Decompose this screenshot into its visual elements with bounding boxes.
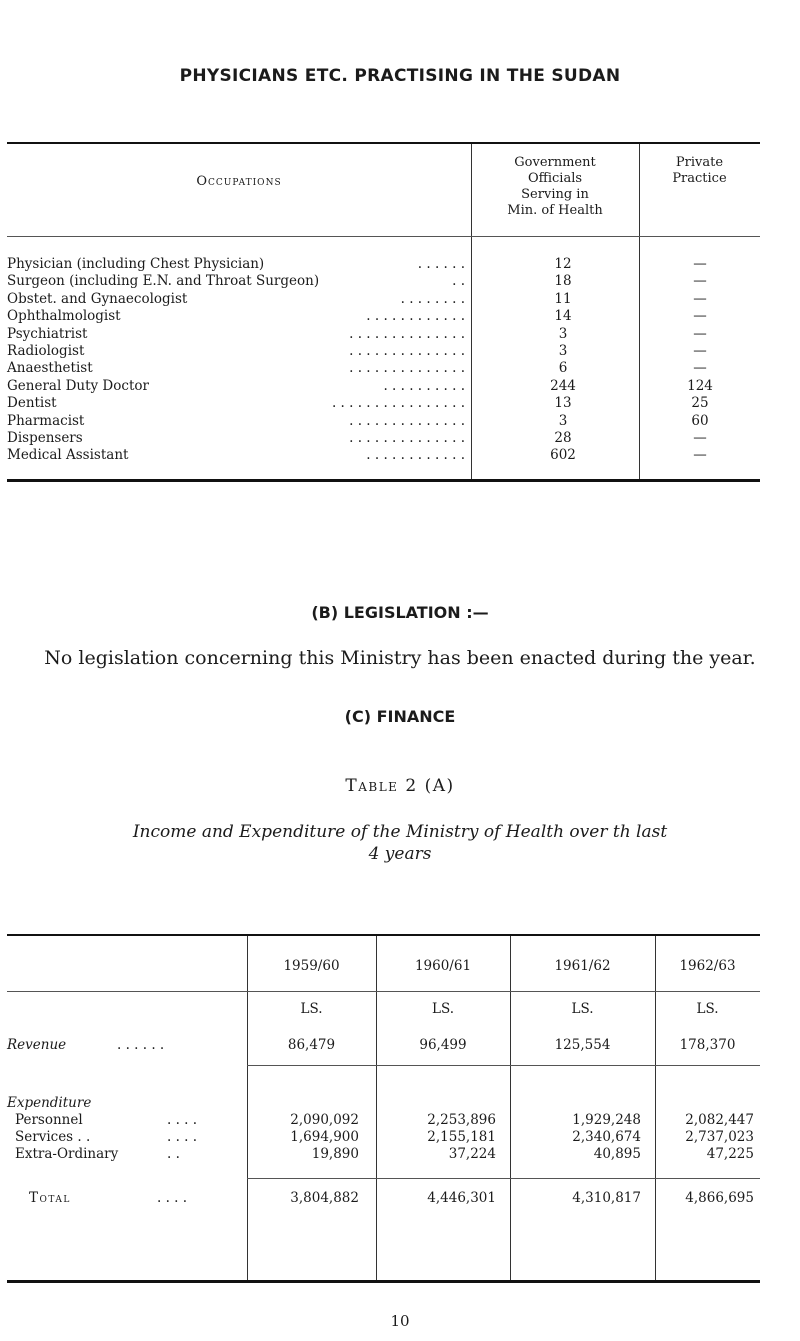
leader-dots: . . . . . . . . [400,290,465,307]
table-row [7,343,760,360]
total-value: 4,866,695 [685,1190,754,1206]
leader-dots: . . . . . . [117,1037,165,1053]
government-count: 13 [554,395,572,412]
occupation-label: Physician (including Chest Physician) [7,256,265,272]
leader-dots: . . . . . . . . . . . . [366,308,465,325]
column-divider [376,936,377,1283]
currency-label: LS. [696,1001,719,1017]
column-divider [510,936,511,1283]
year-header: 1961/62 [554,958,611,974]
table-top-rule [7,934,760,936]
currency-label: LS. [571,1001,594,1017]
government-count: 3 [558,325,568,342]
table-row [7,360,760,377]
leader-dots: . . . . . . . . . . . . . . [349,430,465,446]
total-value: 4,446,301 [427,1190,496,1206]
section-b-text: No legislation concerning this Ministry has been enacted during the year. [44,647,756,669]
government-count: 18 [554,273,572,290]
leader-dots: . . [167,1146,180,1162]
header-government-line: Government [514,155,596,170]
currency-label: LS. [300,1001,323,1017]
table-row [7,291,760,308]
government-count: 11 [554,290,572,307]
expenditure-value: 2,737,023 [685,1129,754,1145]
table2-subtitle: Income and Expenditure of the Ministry of Health over th last [132,822,668,842]
column-divider [655,936,656,1283]
occupation-label: Psychiatrist [7,325,88,342]
expenditure-item-label: Personnel [15,1112,83,1128]
expenditure-value: 2,090,092 [290,1112,359,1128]
table-top-rule [7,142,760,144]
private-count: 60 [691,412,709,429]
leader-dots: . . . . . . . . . . . . . . [349,343,465,359]
government-count: 14 [554,308,572,325]
table-row [7,326,760,343]
revenue-value: 125,554 [554,1037,611,1053]
expenditure-label: Expenditure [7,1095,92,1111]
header-government-line: Min. of Health [507,203,603,218]
leader-dots: . . . . . . [417,256,465,272]
government-count: 3 [558,343,568,359]
occupation-label: Obstet. and Gynaecologist [7,290,188,307]
year-header: 1960/61 [414,958,472,974]
revenue-value: 178,370 [679,1037,736,1053]
section-b-heading: (B) LEGISLATION :— [311,603,489,622]
government-count: 28 [554,430,572,446]
table2-caption: Table 2 (A) [345,776,455,796]
occupation-label: Dispensers [7,430,83,446]
expenditure-value: 47,225 [706,1146,754,1162]
government-count: 602 [550,447,576,464]
physicians-table [7,142,760,483]
header-private [639,155,760,187]
table-row [7,308,760,325]
header-rule [7,236,760,237]
occupation-label: Radiologist [7,343,85,359]
private-count: — [693,343,707,359]
total-rule [247,1178,760,1179]
revenue-value: 96,499 [419,1037,467,1053]
private-count: — [693,360,707,377]
row-rule [247,1065,760,1066]
table2-subtitle: 4 years [368,844,432,864]
header-occupations: Occupations [196,174,282,189]
leader-dots: . . . . . . . . . . . . . . . . [331,395,465,412]
table-row [7,395,760,412]
revenue-label: Revenue [7,1037,67,1053]
government-count: 3 [558,412,568,429]
private-count: — [693,308,707,325]
leader-dots: . . . . [167,1129,198,1145]
leader-dots: . . . . . . . . . . . . . . [349,360,465,377]
expenditure-value: 40,895 [593,1146,641,1162]
leader-dots: . . [452,273,465,290]
table-row [7,256,760,273]
table-bottom-rule [7,1280,760,1283]
header-private-line: Private [675,155,724,170]
expenditure-value: 2,340,674 [572,1129,641,1145]
revenue-value: 86,479 [287,1037,336,1053]
occupation-label: Anaesthetist [7,360,93,377]
government-count: 6 [558,360,568,377]
leader-dots: . . . . . . . . . . . . . . [349,325,465,342]
year-header: 1962/63 [679,958,736,974]
expenditure-value: 19,890 [311,1146,359,1162]
leader-dots: . . . . . . . . . . . . . . [349,412,465,429]
expenditure-value: 2,253,896 [427,1112,496,1128]
expenditure-value: 1,694,900 [290,1129,359,1145]
private-count: 124 [687,377,713,394]
expenditure-value: 2,155,181 [427,1129,496,1145]
private-count: — [693,290,707,307]
total-value: 3,804,882 [290,1190,359,1206]
currency-label: LS. [431,1001,455,1017]
private-count: — [693,325,707,342]
header-government-line: Officials [527,171,583,186]
leader-dots: . . . . . . . . . . [383,377,465,394]
total-value: 4,310,817 [572,1190,641,1206]
expenditure-value: 1,929,248 [572,1112,641,1128]
expenditure-value: 2,082,447 [685,1112,754,1128]
private-count: — [693,273,707,290]
header-rule [7,991,760,992]
table-row [7,378,760,395]
private-count: 25 [691,395,709,412]
occupation-label: Ophthalmologist [7,308,121,325]
occupation-label: Surgeon (including E.N. and Throat Surgeon) [7,273,320,290]
occupation-label: Pharmacist [7,412,85,429]
section-c-heading: (C) FINANCE [344,707,456,726]
table-row [7,273,760,290]
private-count: — [693,447,707,464]
finance-table [7,934,760,1286]
header-government-line: Serving in [521,187,589,202]
expenditure-item-label: Services . . [15,1129,91,1145]
private-count: — [693,256,707,272]
page-title: PHYSICIANS ETC. PRACTISING IN THE SUDAN [179,66,621,86]
table-row [7,430,760,447]
government-count: 244 [550,377,576,394]
government-count: 12 [554,256,572,272]
leader-dots: . . . . [167,1112,198,1128]
header-private-line: Practice [672,171,727,186]
occupation-label: Medical Assistant [7,447,129,464]
occupation-label: Dentist [7,395,57,412]
header-government [471,155,639,219]
leader-dots: . . . . . . . . . . . . [366,447,465,464]
table-row [7,413,760,430]
total-label: Total [29,1190,71,1206]
occupation-label: General Duty Doctor [7,377,149,394]
expenditure-value: 37,224 [448,1146,496,1162]
table-bottom-rule [7,479,760,482]
year-header: 1959/60 [283,958,340,974]
expenditure-item-label: Extra-Ordinary [15,1146,119,1162]
private-count: — [693,430,707,446]
page-number: 10 [390,1312,410,1330]
column-divider [247,936,248,1283]
leader-dots: . . . . [157,1190,188,1206]
table-row [7,447,760,464]
